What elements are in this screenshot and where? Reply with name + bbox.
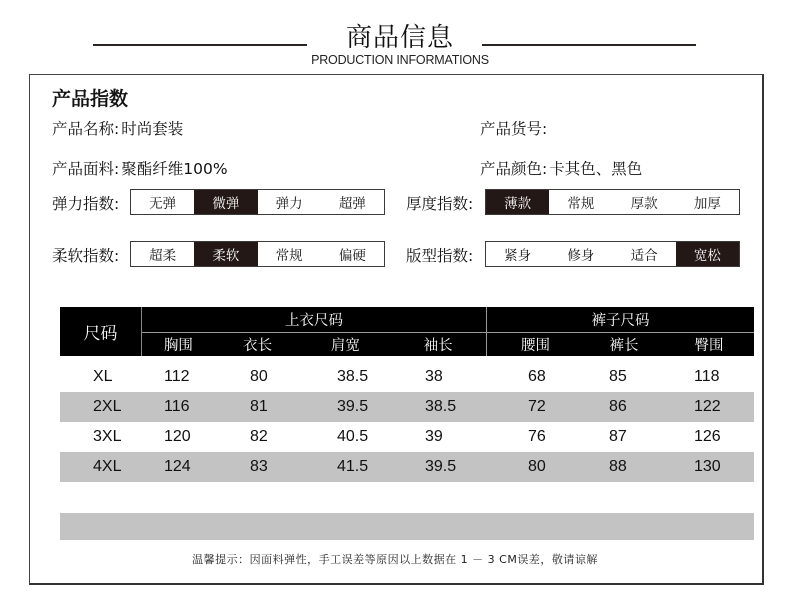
column-header: 袖长 [423, 338, 453, 354]
thickness-option: 常规 [567, 196, 595, 212]
fit-option: 适合 [630, 248, 658, 264]
shoulder-cell: 38.5 [337, 368, 369, 385]
softness-option: 偏硬 [338, 248, 366, 264]
table-row [60, 362, 754, 392]
page-title: 商品信息 [345, 23, 454, 53]
waist-cell: 72 [528, 398, 546, 415]
column-header: 腰围 [521, 338, 550, 354]
softness-option: 超柔 [149, 248, 177, 264]
title-rule-left [93, 44, 307, 46]
shoulder-cell: 40.5 [337, 428, 369, 445]
product-sku-label: 产品货号: [480, 120, 548, 138]
chest-cell: 116 [164, 398, 190, 415]
table-row [60, 422, 754, 452]
shoulder-cell: 41.5 [337, 458, 369, 475]
hip-cell: 130 [694, 458, 721, 475]
column-header: 肩宽 [330, 338, 360, 354]
product-color-label: 产品颜色: [480, 160, 548, 178]
elasticity-option: 弹力 [275, 196, 303, 212]
softness-option: 常规 [275, 248, 303, 264]
chest-cell: 120 [164, 428, 191, 445]
size-disclaimer: 温馨提示：因面料弹性，手工误差等原因以上数据在 1 － 3 CM误差，敬请谅解 [192, 553, 598, 566]
size-cell: 2XL [93, 398, 122, 415]
thickness-index [485, 189, 740, 215]
size-cell: 3XL [93, 428, 122, 445]
fit-option: 修身 [567, 248, 595, 264]
elasticity-option: 无弹 [149, 196, 177, 212]
top-columns [142, 333, 487, 356]
waist-cell: 68 [528, 368, 546, 385]
fit-label: 版型指数: [406, 247, 474, 265]
product-fabric [52, 157, 228, 179]
length-cell: 81 [250, 398, 268, 415]
pants-length-cell: 86 [609, 398, 627, 415]
fit-option: 紧身 [504, 248, 532, 264]
thickness-option: 加厚 [693, 196, 721, 212]
chest-cell: 112 [164, 368, 190, 385]
pants-columns [487, 333, 754, 356]
softness-label: 柔软指数: [52, 247, 120, 265]
hip-cell: 126 [694, 428, 721, 445]
thickness-label: 厚度指数: [406, 195, 474, 213]
thickness-option: 薄款 [486, 190, 549, 214]
hip-cell: 118 [694, 368, 720, 385]
empty-table-row [60, 513, 754, 540]
product-color [480, 157, 642, 179]
sleeve-cell: 38 [425, 368, 443, 385]
length-cell: 80 [250, 368, 268, 385]
product-name [52, 117, 183, 139]
elasticity-label: 弹力指数: [52, 195, 120, 213]
pants-size-group-header: 裤子尺码 [487, 307, 754, 333]
chest-cell: 124 [164, 458, 191, 475]
sleeve-cell: 39 [425, 428, 443, 445]
shoulder-cell: 39.5 [337, 398, 369, 415]
product-fabric-label: 产品面料: [52, 160, 120, 178]
table-row [60, 452, 754, 482]
section-title: 产品指数 [52, 88, 129, 110]
sleeve-cell: 39.5 [425, 458, 457, 475]
column-header: 衣长 [243, 338, 273, 354]
title-rule-right [482, 44, 696, 46]
product-name-label: 产品名称: [52, 120, 120, 138]
product-fabric-value: 聚酯纤维100% [121, 160, 228, 178]
empty-table-row [60, 482, 754, 513]
column-header: 裤长 [609, 338, 639, 354]
product-name-value: 时尚套装 [121, 120, 184, 138]
thickness-option: 厚款 [630, 196, 658, 212]
length-cell: 82 [250, 428, 268, 445]
size-cell: XL [93, 368, 113, 385]
length-cell: 83 [250, 458, 268, 475]
size-table [60, 307, 754, 540]
elasticity-index [130, 189, 385, 215]
pants-length-cell: 85 [609, 368, 627, 385]
product-sku [480, 117, 549, 139]
page-subtitle: PRODUCTION INFORMATIONS [311, 53, 489, 67]
pants-length-cell: 87 [609, 428, 627, 445]
top-size-group-header: 上衣尺码 [142, 307, 487, 333]
softness-option: 柔软 [194, 242, 257, 266]
fit-option: 宽松 [676, 242, 739, 266]
size-column-header: 尺码 [60, 307, 142, 356]
size-table-header [60, 307, 754, 356]
softness-index [130, 241, 385, 267]
column-header: 臀围 [694, 338, 724, 354]
table-row [60, 392, 754, 422]
size-cell: 4XL [93, 458, 122, 475]
elasticity-option: 超弹 [338, 196, 366, 212]
column-header: 胸围 [163, 338, 193, 354]
waist-cell: 76 [528, 428, 546, 445]
waist-cell: 80 [528, 458, 546, 475]
pants-length-cell: 88 [609, 458, 627, 475]
fit-index [485, 241, 740, 267]
elasticity-option: 微弹 [194, 190, 257, 214]
product-color-value: 卡其色、黑色 [549, 160, 643, 178]
sleeve-cell: 38.5 [425, 398, 457, 415]
hip-cell: 122 [694, 398, 721, 415]
